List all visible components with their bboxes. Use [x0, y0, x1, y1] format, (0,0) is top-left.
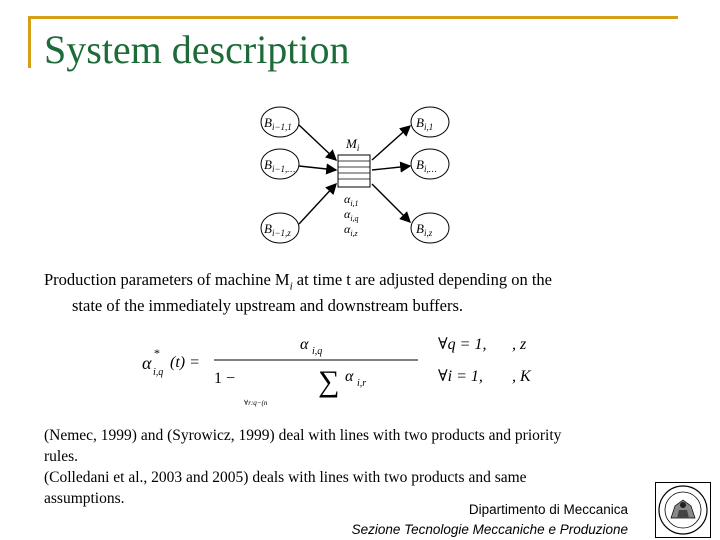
svg-text:Bi,…: $B_{i,\dots}$: [416, 157, 437, 174]
system-diagram: [250, 100, 460, 250]
downstream-buffer-2: [411, 149, 449, 179]
svg-text:, K: , K: [512, 368, 531, 385]
upstream-buffer-1: [261, 107, 299, 137]
downstream-buffer-3: [411, 213, 449, 243]
svg-text:1 −: 1 −: [214, 370, 236, 387]
svg-text:α: α: [345, 368, 354, 385]
svg-text:Bi−1,1: $B_{i-1,1}$: [264, 115, 292, 132]
svg-text:Bi−1,z: $B_{i-1,z}$: [264, 221, 291, 238]
arrow-in-1: [299, 125, 336, 160]
ref-line-4: assumptions.: [44, 490, 125, 507]
arrow-in-3: [299, 184, 336, 224]
svg-text:α: α: [300, 336, 309, 353]
upstream-buffer-2: [261, 149, 299, 179]
body-paragraph: [44, 270, 684, 316]
references-block: [44, 425, 664, 509]
footer-section: Sezione Tecnologie Meccaniche e Produzione: [351, 522, 628, 537]
downstream-buffer-1: [411, 107, 449, 137]
footer-department: Dipartimento di Meccanica: [468, 502, 628, 517]
footer: [352, 500, 628, 540]
svg-text:*: *: [154, 346, 160, 360]
upstream-buffer-3: [261, 213, 299, 243]
svg-text:i,r: i,r: [357, 378, 367, 389]
svg-text:Mi: $M_i$: [346, 136, 360, 153]
svg-text:, z: , z: [512, 336, 527, 353]
body-line-1: Production parameters of machine M: [44, 270, 290, 289]
svg-text:i,q: i,q: [312, 346, 323, 357]
title-left-rule: [28, 16, 31, 68]
svg-text:Bi−1,…: $B_{i-1,\dots}$: [264, 157, 296, 174]
svg-text:(t) =: (t) =: [170, 354, 200, 371]
svg-text:Bi,1: $B_{i,1}$: [416, 115, 434, 132]
svg-text:i,q: i,q: [153, 367, 164, 378]
arrow-out-1: [372, 126, 410, 160]
ref-line-1: (Nemec, 1999) and (Syrowicz, 1999) deal with lines with two products and priority: [44, 427, 562, 444]
body-line-1-tail: at time t are adjusted depending on the: [292, 270, 552, 289]
param-alpha-z: $\alpha_{i,z}$: [344, 222, 358, 238]
svg-text:Bi,z: $B_{i,z}$: [416, 221, 433, 238]
ref-line-2: rules.: [44, 448, 79, 465]
svg-text:∀r:q−(n: ∀r:q−(n: [244, 399, 268, 407]
svg-text:∀i = 1,: ∀i = 1,: [438, 368, 483, 385]
machine-block: [338, 136, 370, 187]
slide-title: System description: [44, 27, 350, 72]
arrow-out-2: [372, 166, 410, 170]
university-seal-logo: [655, 482, 711, 538]
body-line-2: state of the immediately upstream and downstream buffers.: [72, 296, 463, 316]
sum-symbol: ∑: [318, 365, 340, 398]
param-alpha-1: $\alpha_{i,1}$: [344, 192, 359, 208]
svg-text:∀q = 1,: ∀q = 1,: [438, 336, 487, 353]
ref-line-3: (Colledani et al., 2003 and 2005) deals with lines with two products and same: [44, 469, 527, 486]
body-sub-i: i: [289, 280, 293, 293]
param-alpha-q: $\alpha_{i,q}$: [344, 207, 359, 223]
arrow-in-2: [299, 166, 336, 170]
title-top-rule: [28, 16, 678, 19]
svg-text:α: α: [142, 353, 152, 373]
priority-formula: [140, 325, 560, 410]
arrow-out-3: [372, 184, 410, 222]
